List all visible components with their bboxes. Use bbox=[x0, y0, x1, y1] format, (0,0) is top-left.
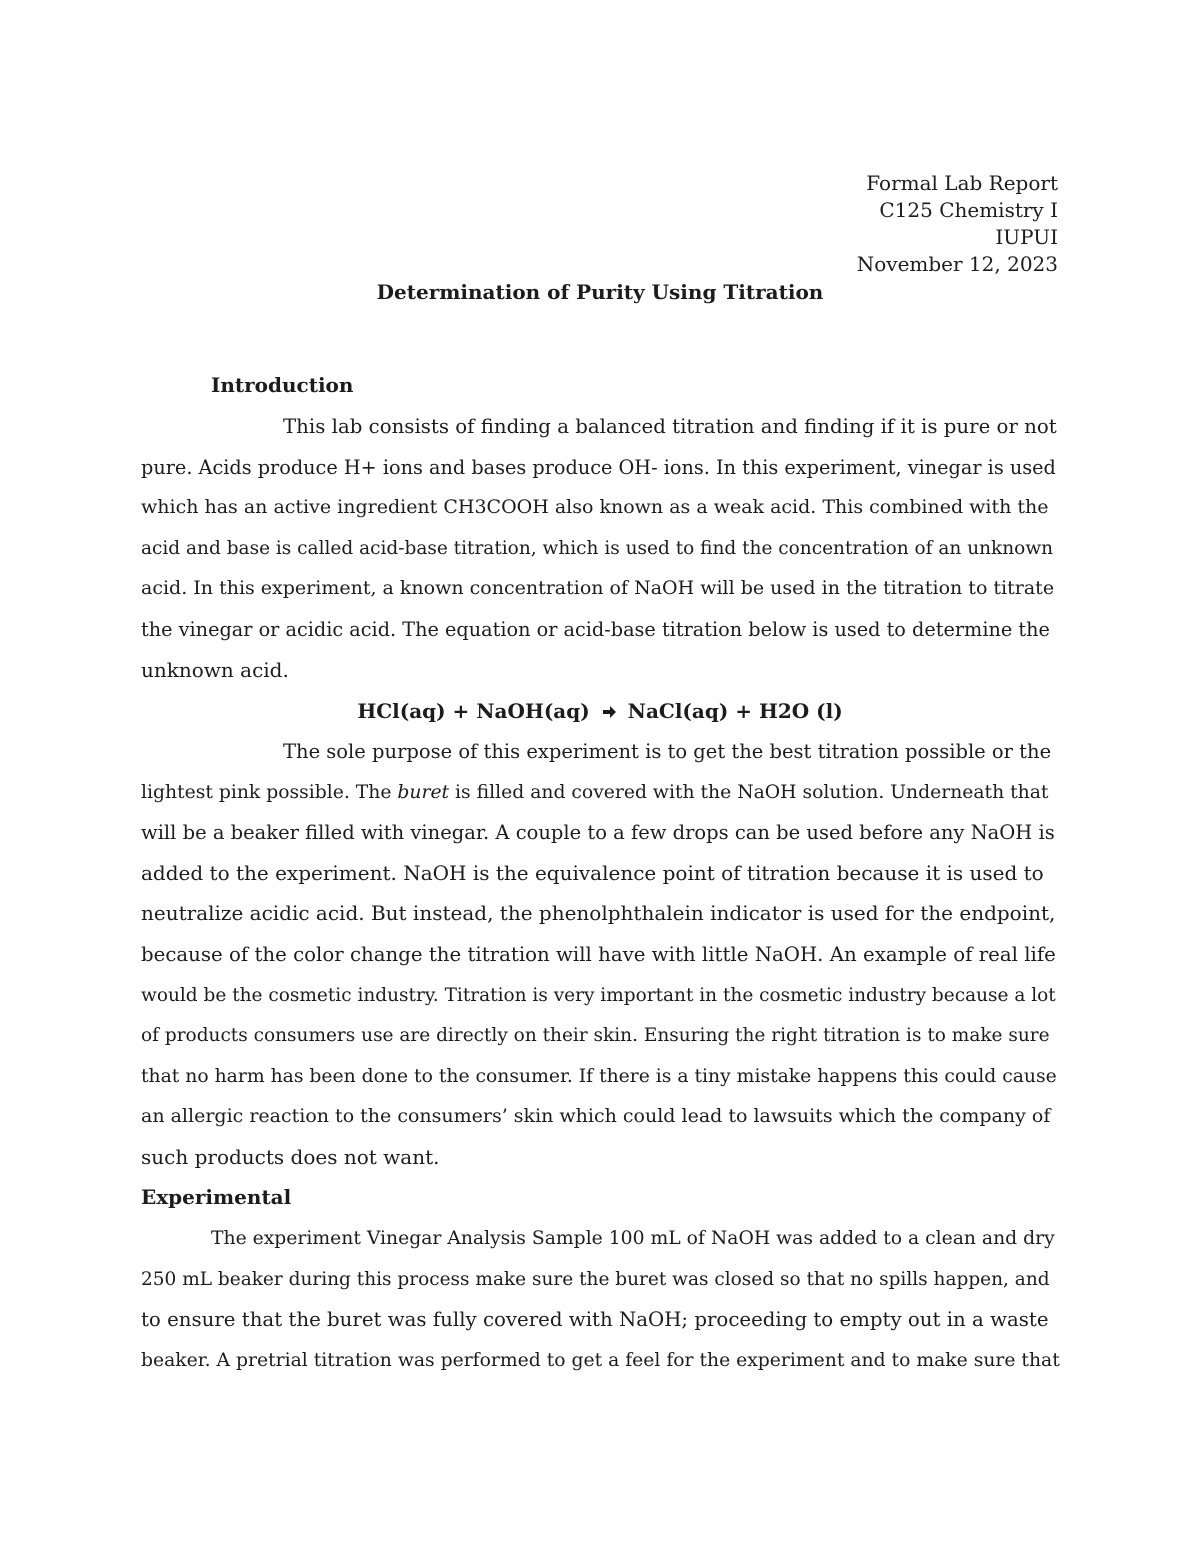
text-line: pure. Acids produce H+ ions and bases produce OH- ions. In this experiment, vinegar is used bbox=[141, 456, 1056, 479]
right-arrow-icon bbox=[601, 698, 617, 725]
header-course: C125 Chemistry I bbox=[879, 198, 1058, 222]
text-line: The sole purpose of this experiment is to get the best titration possible or the bbox=[283, 740, 1052, 763]
text-line: that no harm has been done to the consumer. If there is a tiny mistake happens this could cause bbox=[141, 1066, 1057, 1087]
report-header bbox=[857, 170, 1058, 278]
text-segment: lightest pink possible. The bbox=[141, 782, 398, 803]
header-report-type: Formal Lab Report bbox=[866, 171, 1058, 195]
text-line: an allergic reaction to the consumers’ skin which could lead to lawsuits which the company of bbox=[141, 1105, 1051, 1127]
text-line: such products does not want. bbox=[141, 1145, 440, 1169]
text-line: of products consumers use are directly on their skin. Ensuring the right titration is to make sure bbox=[141, 1025, 1050, 1046]
text-line: to ensure that the buret was fully covered with NaOH; proceeding to empty out in a waste bbox=[141, 1308, 1049, 1331]
experimental-heading: Experimental bbox=[141, 1185, 292, 1209]
header-date: November 12, 2023 bbox=[856, 252, 1058, 276]
text-line: beaker. A pretrial titration was performed to get a feel for the experiment and to make sure that bbox=[141, 1350, 1060, 1371]
text-segment: is filled and covered with the NaOH solution. Underneath that bbox=[449, 782, 1049, 803]
text-line: added to the experiment. NaOH is the equivalence point of titration because it is used to bbox=[141, 861, 1044, 885]
text-line: acid. In this experiment, a known concentration of NaOH will be used in the titration to titrate bbox=[141, 577, 1055, 599]
chemical-equation bbox=[0, 698, 1200, 725]
text-line: would be the cosmetic industry. Titration is very important in the cosmetic industry because a lot bbox=[141, 985, 1056, 1006]
equation-reactants: HCl(aq) + NaOH(aq) bbox=[357, 699, 590, 723]
text-line: the vinegar or acidic acid. The equation or acid-base titration below is used to determine the bbox=[141, 618, 1050, 641]
text-line: will be a beaker filled with vinegar. A couple to a few drops can be used before any NaOH is bbox=[141, 821, 1055, 844]
text-line: which has an active ingredient CH3COOH also known as a weak acid. This combined with the bbox=[141, 496, 1049, 518]
introduction-heading: Introduction bbox=[211, 373, 354, 397]
text-line: The experiment Vinegar Analysis Sample 100 mL of NaOH was added to a clean and dry bbox=[211, 1228, 1055, 1249]
italic-term-buret: buret bbox=[397, 782, 450, 803]
text-line: neutralize acidic acid. But instead, the phenolphthalein indicator is used for the endpoint, bbox=[141, 901, 1056, 925]
text-line: This lab consists of finding a balanced titration and finding if it is pure or not bbox=[283, 415, 1057, 438]
text-line: acid and base is called acid-base titration, which is used to find the concentration of an unknown bbox=[141, 538, 1054, 559]
text-line: 250 mL beaker during this process make sure the buret was closed so that no spills happen, and bbox=[141, 1269, 1050, 1290]
text-line: because of the color change the titration will have with little NaOH. An example of real life bbox=[141, 943, 1056, 966]
text-line bbox=[141, 779, 1048, 806]
text-line: unknown acid. bbox=[141, 658, 289, 682]
header-institution: IUPUI bbox=[995, 225, 1058, 249]
equation-products: NaCl(aq) + H2O (l) bbox=[627, 699, 843, 723]
document-title: Determination of Purity Using Titration bbox=[376, 280, 824, 304]
